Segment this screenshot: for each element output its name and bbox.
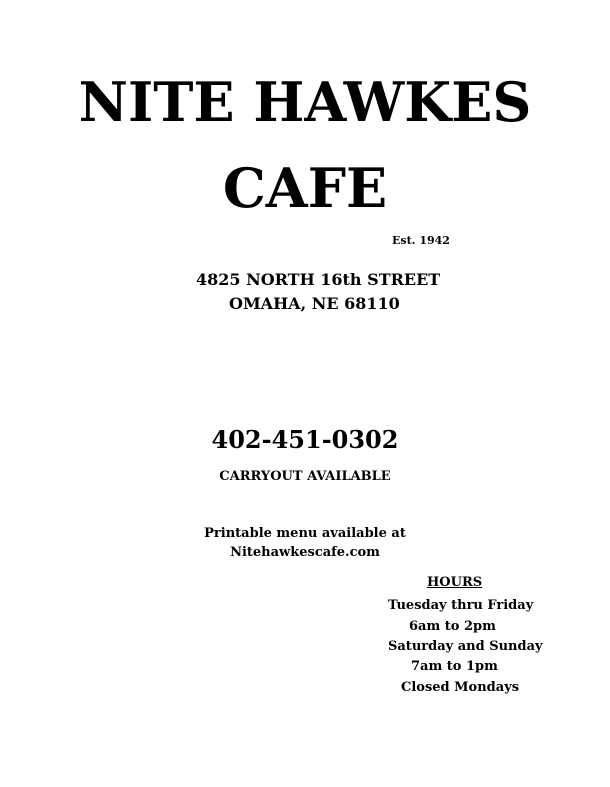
hours-line: Closed Mondays [401, 680, 520, 695]
street-address: 4825 NORTH 16th STREET [196, 270, 441, 289]
cafe-name-line-2: CAFE [222, 156, 388, 220]
hours-line: 6am to 2pm [409, 619, 496, 634]
hours-line: Tuesday thru Friday [388, 598, 534, 613]
phone-number: 402-451-0302 [211, 425, 399, 454]
hours-line: 7am to 1pm [411, 659, 498, 674]
established-date: Est. 1942 [392, 234, 450, 247]
hours-line: Saturday and Sunday [388, 639, 543, 654]
hours-heading: HOURS [427, 575, 483, 590]
city-state-zip: OMAHA, NE 68110 [229, 294, 400, 313]
carryout-note: CARRYOUT AVAILABLE [219, 469, 391, 484]
cafe-name-line-1: NITE HAWKES [78, 70, 532, 134]
menu-website: Nitehawkescafe.com [230, 545, 380, 560]
menu-note-line-1: Printable menu available at [204, 526, 406, 541]
